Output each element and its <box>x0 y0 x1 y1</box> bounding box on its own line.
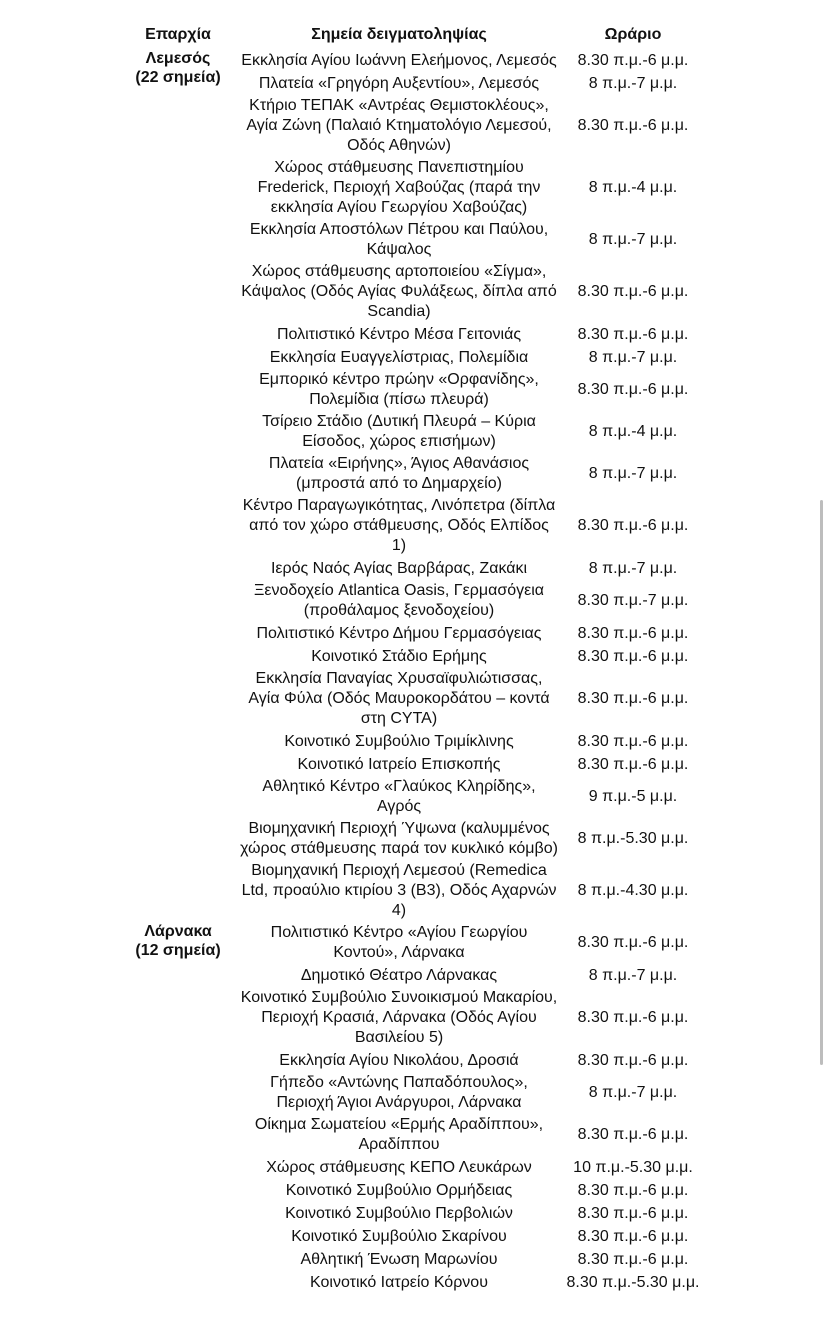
table-body <box>122 49 702 1294</box>
location-cell: Πλατεία «Γρηγόρη Αυξεντίου», Λεμεσός <box>258 74 540 92</box>
hours-cell: 8.30 π.μ.-7 μ.μ. <box>577 592 689 609</box>
hours-cell: 8.30 π.μ.-6 μ.μ. <box>577 1051 689 1069</box>
hours-cell: 10 π.μ.-5.30 μ.μ. <box>573 1158 693 1176</box>
hours-cell: 8.30 π.μ.-6 μ.μ. <box>577 624 689 642</box>
hours-cell: 8 π.μ.-4 μ.μ. <box>588 179 678 196</box>
hours-cell: 8 π.μ.-7 μ.μ. <box>588 966 678 984</box>
table-row <box>122 922 702 964</box>
district-cell <box>122 49 234 922</box>
scrollbar[interactable] <box>820 500 823 1065</box>
location-cell: Εκκλησία Ευαγγελίστριας, Πολεμίδια <box>269 348 529 366</box>
location-cell: Βιομηχανική Περιοχή Ύψωνα (καλυμμένος χώρος στάθμευσης παρά τον κυκλικό κόμβο) <box>240 820 558 857</box>
location-cell: Πολιτιστικό Κέντρο Μέσα Γειτονιάς <box>276 325 522 343</box>
location-cell: Χώρος στάθμευσης Πανεπιστημίου Frederick, Περιοχή Χαβούζας (παρά την εκκλησία Αγίου Γεωργίου Χαβούζας) <box>257 159 541 216</box>
hours-cell: 8.30 π.μ.-6 μ.μ. <box>577 934 689 951</box>
hours-cell: 8.30 π.μ.-6 μ.μ. <box>577 1204 689 1222</box>
location-cell: Εκκλησία Παναγίας Χρυσαϊφυλιώτισσας, Αγία Φύλα (Οδός Μαυροκορδάτου – κοντά στη CYTA) <box>248 670 550 727</box>
sampling-points-table <box>122 22 702 1294</box>
location-cell: Κοινοτικό Ιατρείο Επισκοπής <box>297 755 501 773</box>
district-cell <box>122 922 234 1294</box>
district-name: Λεμεσός <box>145 50 211 67</box>
location-cell: Αθλητική Ένωση Μαρωνίου <box>300 1250 498 1268</box>
hours-cell: 8.30 π.μ.-6 μ.μ. <box>577 1009 689 1026</box>
location-cell: Εκκλησία Αγίου Νικολάου, Δροσιά <box>279 1051 519 1069</box>
hours-cell: 8.30 π.μ.-6 μ.μ. <box>577 283 689 300</box>
location-cell: Χώρος στάθμευσης αρτοποιείου «Σίγμα», Κάψαλος (Οδός Αγίας Φυλάξεως, δίπλα από Scandia) <box>241 263 557 320</box>
table-row <box>122 49 702 72</box>
location-cell: Εκκλησία Αποστόλων Πέτρου και Παύλου, Κάψαλος <box>249 221 549 258</box>
location-cell: Κοινοτικό Ιατρείο Κόρνου <box>310 1273 488 1291</box>
hours-cell: 8.30 π.μ.-6 μ.μ. <box>577 1227 689 1245</box>
hours-cell: 8.30 π.μ.-5.30 μ.μ. <box>566 1273 700 1291</box>
hours-cell: 8.30 π.μ.-6 μ.μ. <box>577 1181 689 1199</box>
location-cell: Κέντρο Παραγωγικότητας, Λινόπετρα (δίπλα από τον χώρο στάθμευσης, Οδός Ελπίδος 1) <box>242 497 556 554</box>
hours-cell: 8 π.μ.-7 μ.μ. <box>588 1084 678 1101</box>
location-cell: Αθλητικό Κέντρο «Γλαύκος Κληρίδης», Αγρός <box>262 778 536 815</box>
hours-cell: 8 π.μ.-7 μ.μ. <box>588 559 678 577</box>
hours-cell: 8.30 π.μ.-6 μ.μ. <box>577 325 689 343</box>
location-cell: Κοινοτικό Συμβούλιο Συνοικισμού Μακαρίου, Περιοχή Κρασιά, Λάρνακα (Οδός Αγίου Βασιλείου 5) <box>240 989 558 1046</box>
location-cell: Ξενοδοχείο Atlantica Oasis, Γερμασόγεια (προθάλαμος ξενοδοχείου) <box>253 582 545 619</box>
hours-cell: 8.30 π.μ.-6 μ.μ. <box>577 1126 689 1143</box>
location-cell: Κοινοτικό Συμβούλιο Περβολιών <box>285 1204 513 1222</box>
location-cell: Πολιτιστικό Κέντρο «Αγίου Γεωργίου Κοντού», Λάρνακα <box>270 924 528 961</box>
hours-cell: 8.30 π.μ.-6 μ.μ. <box>577 690 689 707</box>
location-cell: Κτήριο ΤΕΠΑΚ «Αντρέας Θεμιστοκλέους», Αγία Ζώνη (Παλαιό Κτηματολόγιο Λεμεσού, Οδός Αθηνών) <box>246 97 552 154</box>
location-cell: Εκκλησία Αγίου Ιωάννη Ελεήμονος, Λεμεσός <box>241 51 557 69</box>
location-cell: Ιερός Ναός Αγίας Βαρβάρας, Ζακάκι <box>270 559 528 577</box>
hours-cell: 8.30 π.μ.-6 μ.μ. <box>577 381 689 398</box>
hours-cell: 8 π.μ.-7 μ.μ. <box>588 465 678 482</box>
location-cell: Πλατεία «Ειρήνης», Άγιος Αθανάσιος (μπροστά από το Δημαρχείο) <box>268 455 530 492</box>
hours-column-header: Ωράριο <box>604 26 662 43</box>
district-name: Λάρνακα <box>144 923 212 940</box>
location-cell: Κοινοτικό Συμβούλιο Τριμίκλινης <box>284 732 514 750</box>
location-cell: Χώρος στάθμευσης ΚΕΠΟ Λευκάρων <box>266 1158 532 1176</box>
hours-cell: 8.30 π.μ.-6 μ.μ. <box>577 755 689 773</box>
hours-cell: 8.30 π.μ.-6 μ.μ. <box>577 517 689 534</box>
hours-cell: 9 π.μ.-5 μ.μ. <box>588 788 678 805</box>
district-count: (12 σημεία) <box>135 942 221 959</box>
location-cell: Βιομηχανική Περιοχή Λεμεσού (Remedica Ltd, προαύλιο κτιρίου 3 (B3), Οδός Αχαρνών 4) <box>241 862 557 919</box>
hours-cell: 8.30 π.μ.-6 μ.μ. <box>577 732 689 750</box>
district-column-header: Επαρχία <box>145 26 211 43</box>
location-cell: Εμπορικό κέντρο πρώην «Ορφανίδης», Πολεμίδια (πίσω πλευρά) <box>259 371 539 408</box>
location-cell: Πολιτιστικό Κέντρο Δήμου Γερμασόγειας <box>256 624 542 642</box>
hours-cell: 8.30 π.μ.-6 μ.μ. <box>577 51 689 69</box>
table-header-row <box>122 22 702 49</box>
hours-cell: 8 π.μ.-7 μ.μ. <box>588 348 678 366</box>
hours-cell: 8.30 π.μ.-6 μ.μ. <box>577 117 689 134</box>
location-cell: Κοινοτικό Συμβούλιο Ορμήδειας <box>285 1181 513 1199</box>
location-cell: Κοινοτικό Στάδιο Ερήμης <box>311 647 487 665</box>
location-cell: Οίκημα Σωματείου «Ερμής Αραδίππου», Αραδίππου <box>254 1116 544 1153</box>
location-column-header: Σημεία δειγματοληψίας <box>311 26 487 43</box>
location-cell: Τσίρειο Στάδιο (Δυτική Πλευρά – Κύρια Είσοδος, χώρος επισήμων) <box>262 413 536 450</box>
district-count: (22 σημεία) <box>135 69 221 86</box>
location-cell: Δημοτικό Θέατρο Λάρνακας <box>300 966 498 984</box>
hours-cell: 8 π.μ.-4 μ.μ. <box>588 423 678 440</box>
location-cell: Γήπεδο «Αντώνης Παπαδόπουλος», Περιοχή Άγιοι Ανάργυροι, Λάρνακα <box>270 1074 528 1111</box>
hours-cell: 8 π.μ.-7 μ.μ. <box>588 231 678 248</box>
hours-cell: 8.30 π.μ.-6 μ.μ. <box>577 647 689 665</box>
hours-cell: 8 π.μ.-4.30 μ.μ. <box>577 882 689 899</box>
location-cell: Κοινοτικό Συμβούλιο Σκαρίνου <box>291 1227 507 1245</box>
hours-cell: 8 π.μ.-7 μ.μ. <box>588 74 678 92</box>
hours-cell: 8 π.μ.-5.30 μ.μ. <box>577 830 689 847</box>
hours-cell: 8.30 π.μ.-6 μ.μ. <box>577 1250 689 1268</box>
